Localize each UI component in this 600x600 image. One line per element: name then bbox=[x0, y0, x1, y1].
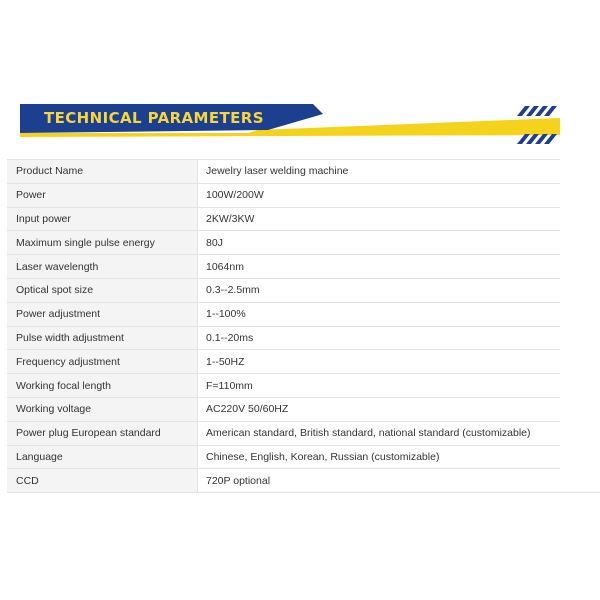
section-banner bbox=[20, 104, 560, 148]
spec-row bbox=[7, 183, 560, 207]
spec-label: Language bbox=[7, 445, 198, 469]
spec-row bbox=[7, 302, 560, 326]
spec-value: 0.3--2.5mm bbox=[198, 278, 561, 302]
spec-label: Power adjustment bbox=[7, 302, 198, 326]
spec-value: 100W/200W bbox=[198, 183, 561, 207]
specs-table-body bbox=[7, 160, 560, 493]
spec-row bbox=[7, 397, 560, 421]
spec-label: Maximum single pulse energy bbox=[7, 231, 198, 255]
spec-row bbox=[7, 278, 560, 302]
divider-line bbox=[560, 492, 600, 493]
spec-value: American standard, British standard, national standard (customizable) bbox=[198, 421, 561, 445]
spec-value: Chinese, English, Korean, Russian (customizable) bbox=[198, 445, 561, 469]
spec-label: Product Name bbox=[7, 160, 198, 184]
spec-label: Working voltage bbox=[7, 397, 198, 421]
spec-row bbox=[7, 326, 560, 350]
spec-label: CCD bbox=[7, 469, 198, 493]
spec-label: Input power bbox=[7, 207, 198, 231]
spec-label: Pulse width adjustment bbox=[7, 326, 198, 350]
spec-value: 720P optional bbox=[198, 469, 561, 493]
spec-value: AC220V 50/60HZ bbox=[198, 397, 561, 421]
spec-value: 0.1--20ms bbox=[198, 326, 561, 350]
spec-row bbox=[7, 421, 560, 445]
spec-value: Jewelry laser welding machine bbox=[198, 160, 561, 184]
spec-row bbox=[7, 445, 560, 469]
spec-value: 2KW/3KW bbox=[198, 207, 561, 231]
spec-label: Frequency adjustment bbox=[7, 350, 198, 374]
specs-table bbox=[7, 159, 560, 493]
spec-row bbox=[7, 350, 560, 374]
spec-row bbox=[7, 374, 560, 398]
spec-row bbox=[7, 255, 560, 279]
spec-value: 1064nm bbox=[198, 255, 561, 279]
spec-label: Working focal length bbox=[7, 374, 198, 398]
spec-label: Optical spot size bbox=[7, 278, 198, 302]
banner-title: TECHNICAL PARAMETERS bbox=[44, 109, 264, 127]
spec-row bbox=[7, 207, 560, 231]
spec-row bbox=[7, 160, 560, 184]
spec-label: Power plug European standard bbox=[7, 421, 198, 445]
spec-row bbox=[7, 469, 560, 493]
spec-value: 1--100% bbox=[198, 302, 561, 326]
spec-value: 1--50HZ bbox=[198, 350, 561, 374]
spec-label: Laser wavelength bbox=[7, 255, 198, 279]
spec-value: 80J bbox=[198, 231, 561, 255]
spec-label: Power bbox=[7, 183, 198, 207]
spec-value: F=110mm bbox=[198, 374, 561, 398]
spec-row bbox=[7, 231, 560, 255]
